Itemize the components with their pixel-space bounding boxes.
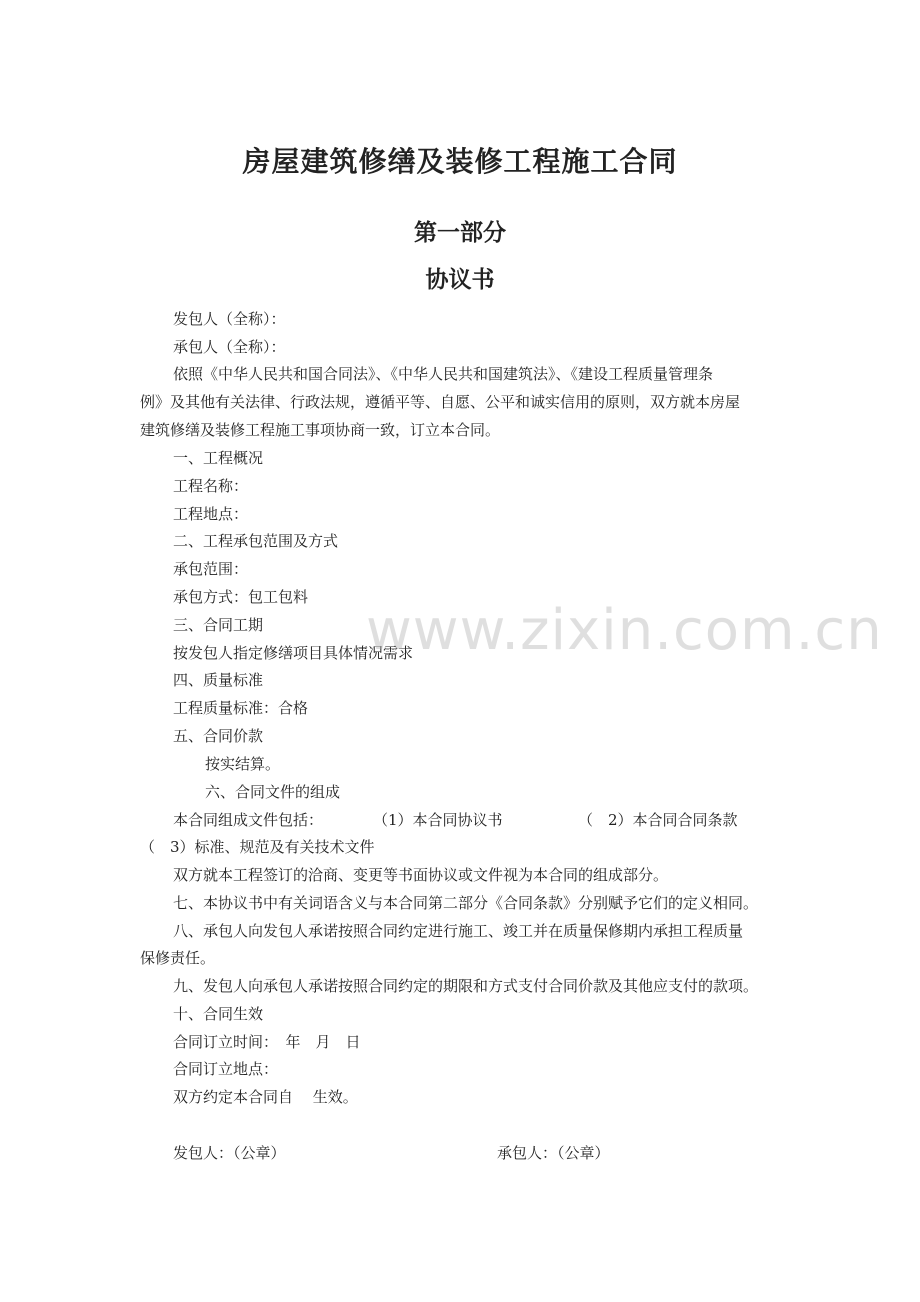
project-location: 工程地点：: [173, 505, 249, 523]
document-item-3: （ 3）标准、规范及有关技术文件: [140, 838, 375, 856]
project-name: 工程名称：: [173, 477, 249, 495]
scope-line: 承包范围：: [173, 560, 249, 578]
clause-3-heading: 三、合同工期: [173, 616, 264, 634]
clause-4-heading: 四、质量标准: [173, 671, 264, 689]
signing-date: 合同订立时间： 年 月 日: [173, 1033, 361, 1051]
effective-line: 双方约定本合同自 生效。: [173, 1088, 358, 1106]
document-title: 房屋建筑修缮及装修工程施工合同: [242, 145, 678, 178]
clause-10-heading: 十、合同生效: [173, 1005, 264, 1023]
clause-9: 九、发包人向承包人承诺按照合同约定的期限和方式支付合同价款及其他应支付的款项。: [173, 977, 759, 995]
watermark: www.zixin.com.cn: [366, 598, 883, 663]
clause-8-line-1: 八、承包人向发包人承诺按照合同约定进行施工、竣工并在质量保修期内承担工程质量: [173, 922, 744, 940]
section-heading: 协议书: [425, 267, 495, 293]
intro-line-1: 依照《中华人民共和国合同法》、《中华人民共和国建筑法》、《建设工程质量管理条: [173, 365, 714, 383]
part-heading: 第一部分: [414, 220, 506, 246]
clause-5-heading: 五、合同价款: [173, 727, 264, 745]
method-line: 承包方式：包工包料: [173, 588, 309, 606]
clause-6-heading: 六、合同文件的组成: [205, 783, 341, 801]
clause-7: 七、本协议书中有关词语含义与本合同第二部分《合同条款》分别赋予它们的定义相同。: [173, 894, 759, 912]
signing-place: 合同订立地点：: [173, 1060, 279, 1078]
clause-1-heading: 一、工程概况: [173, 449, 264, 467]
clause-8-line-2: 保修责任。: [140, 949, 216, 967]
price-line: 按实结算。: [205, 755, 281, 773]
clause-2-heading: 二、工程承包范围及方式: [173, 532, 339, 550]
document-item-1: （1）本合同协议书: [373, 811, 503, 829]
quality-line: 工程质量标准：合格: [173, 699, 309, 717]
documents-line: 本合同组成文件包括：: [173, 811, 324, 829]
document-item-2: （ 2）本合同合同条款: [578, 811, 738, 829]
employer-line: 发包人（全称）：: [173, 310, 286, 328]
contractor-seal: 承包人：（公章）: [497, 1144, 610, 1162]
documents-note: 双方就本工程签订的洽商、变更等书面协议或文件视为本合同的组成部分。: [173, 866, 669, 884]
intro-line-2: 例》及其他有关法律、行政法规，遵循平等、自愿、公平和诚实信用的原则，双方就本房屋: [140, 393, 741, 411]
intro-line-3: 建筑修缮及装修工程施工事项协商一致，订立本合同。: [140, 421, 501, 439]
contractor-line: 承包人（全称）：: [173, 338, 286, 356]
employer-seal: 发包人：（公章）: [173, 1144, 286, 1162]
duration-line: 按发包人指定修缮项目具体情况需求: [173, 644, 414, 662]
